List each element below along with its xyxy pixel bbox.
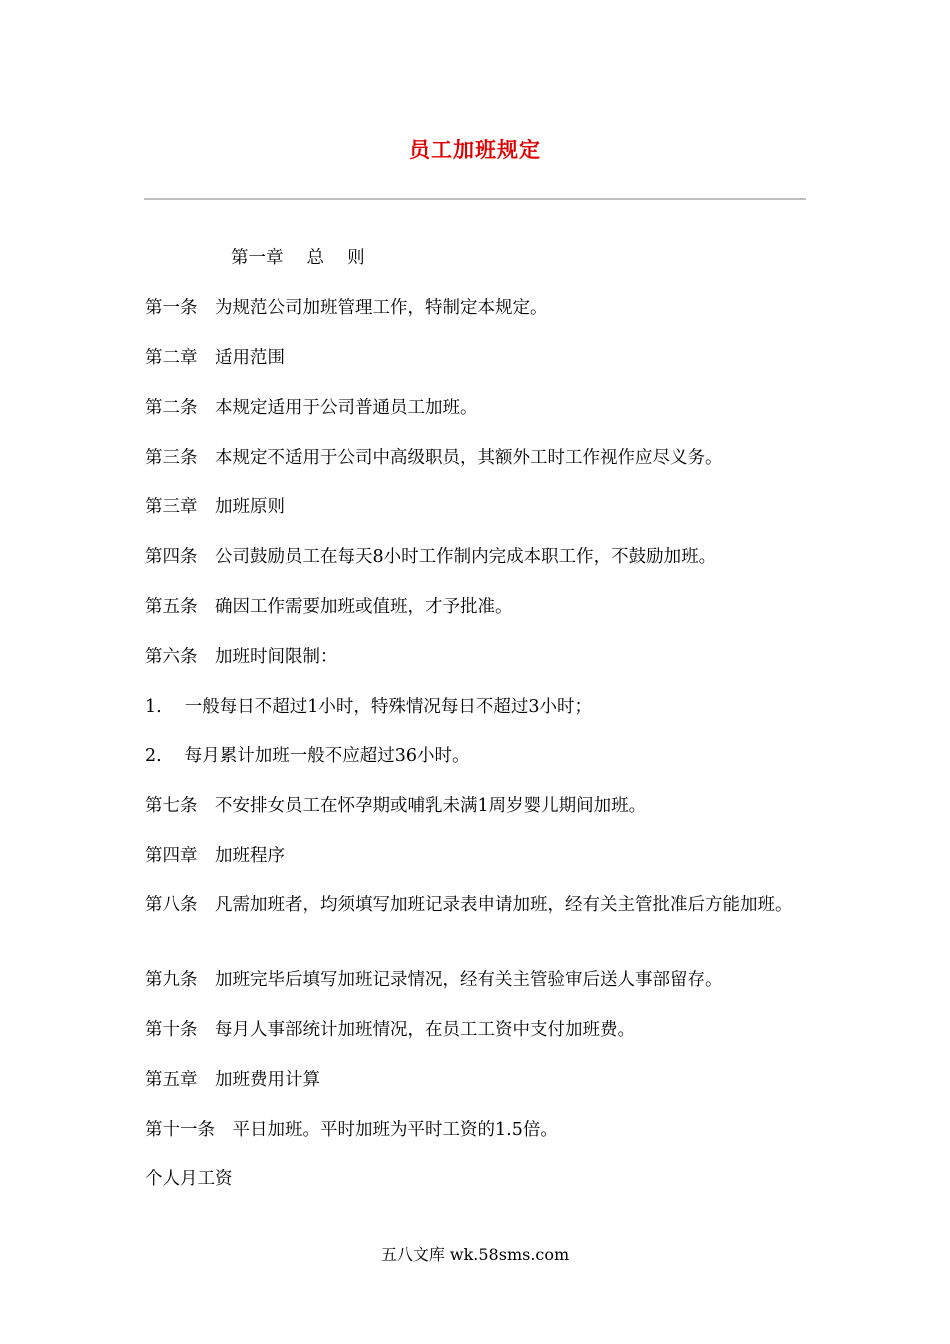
article-8: 第八条 凡需加班者，均须填写加班记录表申请加班，经有关主管批准后方能加班。 xyxy=(145,895,793,915)
chapter-2-heading: 第二章 适用范围 xyxy=(145,348,285,368)
article-1: 第一条 为规范公司加班管理工作，特制定本规定。 xyxy=(145,298,548,318)
article-11: 第十一条 平日加班。平时加班为平时工资的1.5倍。 xyxy=(145,1120,558,1140)
chapter-5-heading: 第五章 加班费用计算 xyxy=(145,1070,320,1090)
title-divider xyxy=(144,198,806,200)
list-item: 1. 一般每日不超过1小时，特殊情况每日不超过3小时； xyxy=(145,697,593,717)
article-2: 第二条 本规定适用于公司普通员工加班。 xyxy=(145,398,478,418)
article-10: 第十条 每月人事部统计加班情况，在员工工资中支付加班费。 xyxy=(145,1020,635,1040)
article-4: 第四条 公司鼓励员工在每天8小时工作制内完成本职工作，不鼓励加班。 xyxy=(145,547,717,567)
article-6: 第六条 加班时间限制： xyxy=(145,647,338,667)
article-3: 第三条 本规定不适用于公司中高级职员，其额外工时工作视作应尽义务。 xyxy=(145,448,723,468)
list-item: 2. 每月累计加班一般不应超过36小时。 xyxy=(145,746,470,766)
page-title: 员工加班规定 xyxy=(409,138,541,162)
chapter-one-heading: 第一章 总 则 xyxy=(231,248,365,268)
chapter-4-heading: 第四章 加班程序 xyxy=(145,846,285,866)
article-5: 第五条 确因工作需要加班或值班，才予批准。 xyxy=(145,597,513,617)
article-7: 第七条 不安排女员工在怀孕期或哺乳未满1周岁婴儿期间加班。 xyxy=(145,796,647,816)
article-9: 第九条 加班完毕后填写加班记录情况，经有关主管验审后送人事部留存。 xyxy=(145,970,723,990)
chapter-3-heading: 第三章 加班原则 xyxy=(145,497,285,517)
monthly-salary-label: 个人月工资 xyxy=(145,1169,233,1189)
footer-watermark: 五八文库 wk.58sms.com xyxy=(380,1245,570,1264)
